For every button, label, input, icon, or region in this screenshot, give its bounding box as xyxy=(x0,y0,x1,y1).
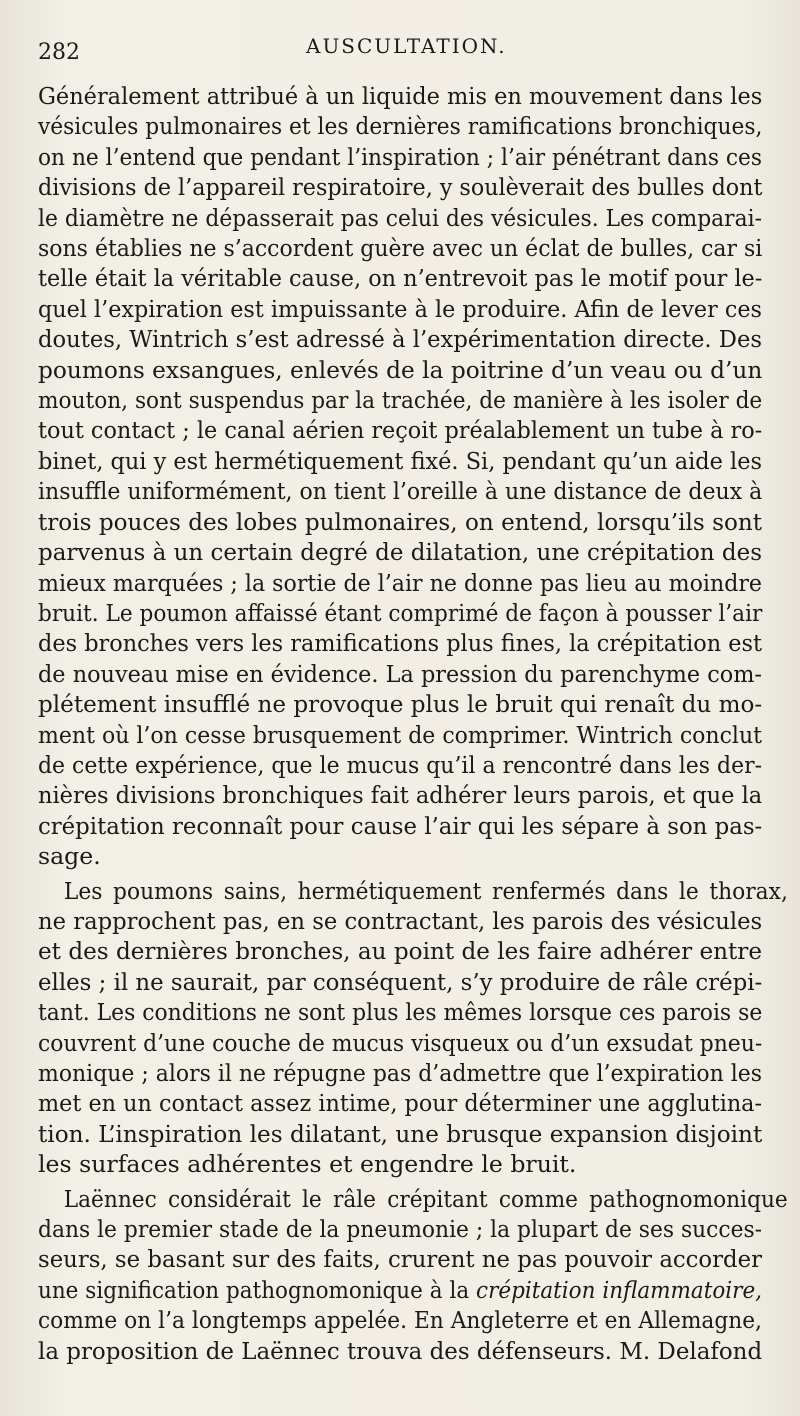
paragraph xyxy=(38,81,762,872)
text-line: Laënnec considérait le râle crépitant comme pathognomonique xyxy=(63,1184,788,1213)
text-line: de cette expérience, que le mucus qu’il a rencontré dans les der- xyxy=(38,750,763,779)
text-line: tant. Les conditions ne sont plus les mêmes lorsque ces parois se xyxy=(38,998,763,1027)
text-line: dans le premier stade de la pneumonie ; la plupart de ses succes- xyxy=(38,1215,763,1244)
text-line: poumons exsangues, enlevés de la poitrine d’un veau ou d’un xyxy=(38,355,763,384)
text-line: bruit. Le poumon affaissé étant comprimé de façon à pousser l’air xyxy=(38,598,763,627)
text-line: crépitation reconnaît pour cause l’air qui les sépare à son pas- xyxy=(38,811,763,840)
text-line: insuffle uniformément, on tient l’oreille à une distance de deux à xyxy=(38,477,763,506)
text-line: de nouveau mise en évidence. La pression du parenchyme com- xyxy=(38,659,762,688)
text-line: nières divisions bronchiques fait adhérer leurs parois, et que la xyxy=(38,781,763,810)
text-line: seurs, se basant sur des faits, crurent ne pas pouvoir accorder xyxy=(38,1245,762,1274)
paragraph xyxy=(38,876,788,1180)
text-line: des bronches vers les ramifications plus fines, la crépitation est xyxy=(38,629,763,658)
text-line: trois pouces des lobes pulmonaires, on entend, lorsqu’ils sont xyxy=(38,507,763,536)
page-header xyxy=(38,30,760,64)
text-line: ment où l’on cesse brusquement de comprimer. Wintrich conclut xyxy=(38,720,763,749)
page-number: 282 xyxy=(38,40,80,65)
text-line: tout contact ; le canal aérien reçoit préalablement un tube à ro- xyxy=(38,416,763,445)
text-line: doutes, Wintrich s’est adressé à l’expérimentation directe. Des xyxy=(38,325,762,354)
text-line: Les poumons sains, hermétiquement renfermés dans le thorax, xyxy=(63,876,788,905)
text-line: sons établies ne s’accordent guère avec un éclat de bulles, car si xyxy=(38,234,763,263)
text-line: comme on l’a longtemps appelée. En Angleterre et en Allemagne, xyxy=(38,1306,762,1335)
text-line: telle était la véritable cause, on n’entrevoit pas le motif pour le- xyxy=(38,264,763,293)
text-line: elles ; il ne saurait, par conséquent, s’y produire de râle crépi- xyxy=(38,967,763,996)
text-line: divisions de l’appareil respiratoire, y soulèverait des bulles dont xyxy=(38,173,763,202)
italic-term: crépitation inflammatoire, xyxy=(476,1275,763,1304)
text-line: Généralement attribué à un liquide mis en mouvement dans les xyxy=(38,82,763,110)
text-line: mouton, sont suspendus par la trachée, de manière à les isoler de xyxy=(38,386,763,415)
text-line: les surfaces adhérentes et engendre le bruit. xyxy=(38,1150,577,1179)
text-line: met en un contact assez intime, pour déterminer une agglutina- xyxy=(38,1089,763,1118)
text-line: vésicules pulmonaires et les dernières ramifications bronchiques, xyxy=(38,112,763,141)
text-line: le diamètre ne dépasserait pas celui des vésicules. Les comparai- xyxy=(38,203,762,232)
running-title: AUSCULTATION. xyxy=(306,34,507,58)
text-line: monique ; alors il ne répugne pas d’admettre que l’expiration les xyxy=(38,1059,763,1087)
text-line: et des dernières bronches, au point de les faire adhérer entre xyxy=(38,937,763,966)
text-line: plétement insufflé ne provoque plus le bruit qui renaît du mo- xyxy=(38,690,763,719)
text-line: on ne l’entend que pendant l’inspiration ; l’air pénétrant dans ces xyxy=(38,142,763,171)
paragraph xyxy=(38,1184,788,1366)
text-line: couvrent d’une couche de mucus visqueux ou d’un exsudat pneu- xyxy=(38,1028,763,1057)
text-line: binet, qui y est hermétiquement fixé. Si, pendant qu’un aide les xyxy=(38,446,762,475)
text-line: tion. L’inspiration les dilatant, une brusque expansion disjoint xyxy=(38,1119,763,1148)
text-line xyxy=(38,1275,762,1305)
text-line: ne rapprochent pas, en se contractant, les parois des vésicules xyxy=(38,906,763,935)
text-line: quel l’expiration est impuissante à le produire. Afin de lever ces xyxy=(38,294,762,323)
body-text xyxy=(38,81,788,1366)
text-run: une signification pathognomonique à la xyxy=(38,1275,477,1304)
text-line: parvenus à un certain degré de dilatation, une crépitation des xyxy=(38,538,762,567)
text-line: sage. xyxy=(38,842,101,871)
text-line: la proposition de Laënnec trouva des défenseurs. M. Delafond xyxy=(38,1336,763,1365)
text-line: mieux marquées ; la sortie de l’air ne donne pas lieu au moindre xyxy=(38,568,762,597)
